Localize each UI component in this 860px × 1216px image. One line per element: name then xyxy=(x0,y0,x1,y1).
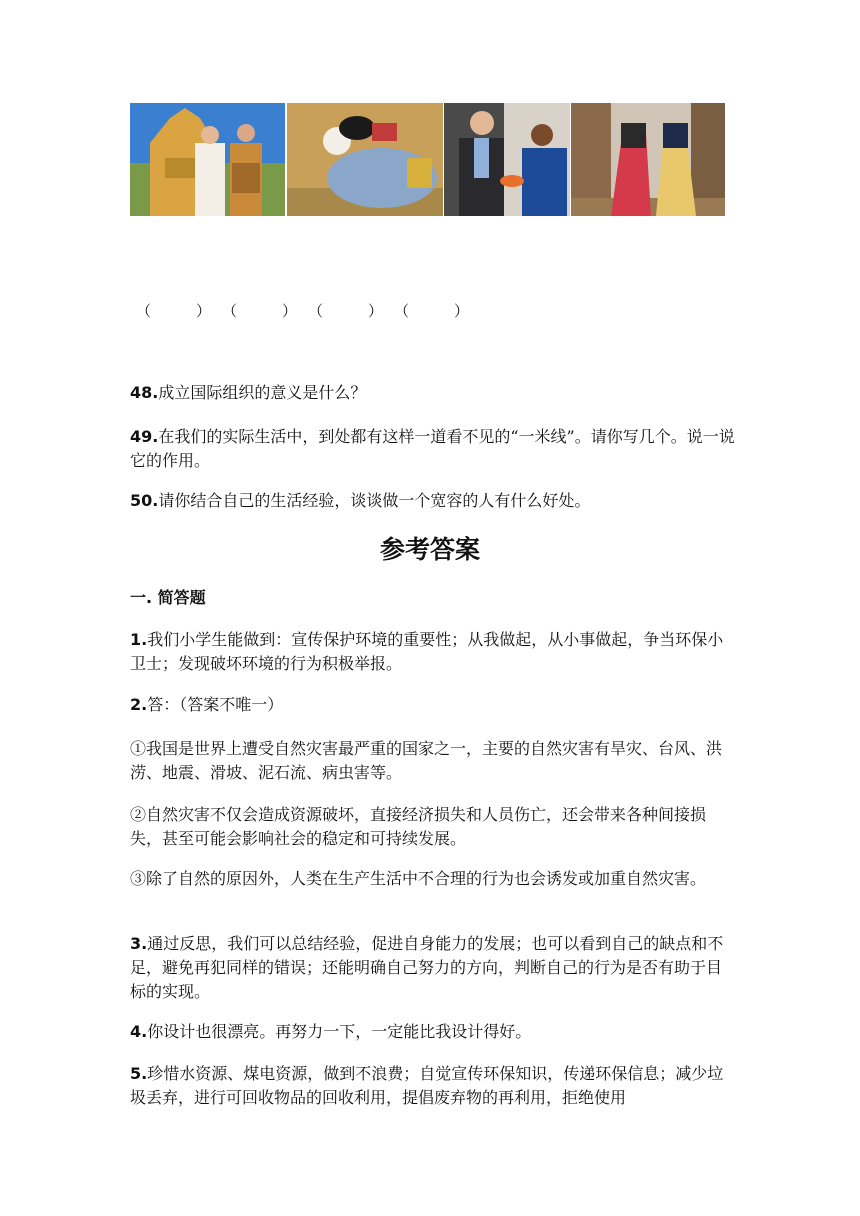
answer-text: ①我国是世界上遭受自然灾害最严重的国家之一，主要的自然灾害有旱灾、台风、洪涝、地震、滑坡、泥石流、病虫害等。 xyxy=(130,739,723,782)
answer-5 xyxy=(130,1062,730,1110)
answer-blank[interactable]: （ ） xyxy=(136,302,212,320)
answer-4 xyxy=(130,1020,730,1044)
korean-bow-photo xyxy=(571,103,725,216)
answer-blank[interactable]: （ ） xyxy=(222,302,298,320)
indian-tilak-photo xyxy=(444,103,570,216)
answer-text: 通过反思，我们可以总结经验，促进自身能力的发展；也可以看到自己的缺点和不足，避免再犯同样的错误；还能明确自己努力的方向，判断自己的行为是否有助于目标的实现。 xyxy=(130,934,724,1001)
answer-blank[interactable]: （ ） xyxy=(394,302,470,320)
japanese-bow-photo xyxy=(287,103,443,216)
question-number: 49. xyxy=(130,427,159,446)
answer-number: 3. xyxy=(130,934,148,953)
answer-number: 2. xyxy=(130,695,148,714)
answer-1 xyxy=(130,628,730,676)
thai-greeting-photo xyxy=(130,103,285,216)
answer-number: 4. xyxy=(130,1022,148,1041)
answer-text: 珍惜水资源、煤电资源，做到不浪费；自觉宣传环保知识，传递环保信息；减少垃圾丢弃，进行可回收物品的回收利用，提倡废弃物的再利用，拒绝使用 xyxy=(130,1064,724,1107)
question-text: 在我们的实际生活中，到处都有这样一道看不见的“一米线”。请你写几个。说一说它的作用。 xyxy=(130,427,735,470)
answer-number: 1. xyxy=(130,630,148,649)
answer-number: 5. xyxy=(130,1064,148,1083)
greeting-photo-strip xyxy=(130,103,725,216)
answer-2 xyxy=(130,693,730,717)
answer-blank[interactable]: （ ） xyxy=(308,302,384,320)
question-49 xyxy=(130,425,750,473)
answer-2-point-2 xyxy=(130,803,730,851)
answer-text: ③除了自然的原因外，人类在生产生活中不合理的行为也会诱发或加重自然灾害。 xyxy=(130,869,707,888)
answer-2-point-1 xyxy=(130,737,730,785)
answer-text: ②自然灾害不仅会造成资源破坏，直接经济损失和人员伤亡，还会带来各种间接损失，甚至可能会影响社会的稳定和可持续发展。 xyxy=(130,805,707,848)
answer-text: 我们小学生能做到：宣传保护环境的重要性；从我做起，从小事做起，争当环保小卫士；发现破坏环境的行为积极举报。 xyxy=(130,630,724,673)
answer-text: 你设计也很漂亮。再努力一下，一定能比我设计得好。 xyxy=(147,1022,532,1041)
section-title: 一. 简答题 xyxy=(130,588,206,607)
answer-title: 参考答案 xyxy=(379,535,480,564)
answer-text: 答：（答案不唯一） xyxy=(147,695,284,714)
answer-3 xyxy=(130,932,730,1004)
question-number: 50. xyxy=(130,491,159,510)
answer-2-point-3 xyxy=(130,867,730,891)
question-text: 成立国际组织的意义是什么？ xyxy=(158,383,367,402)
question-48 xyxy=(130,381,750,405)
question-text: 请你结合自己的生活经验，谈谈做一个宽容的人有什么好处。 xyxy=(158,491,591,510)
question-number: 48. xyxy=(130,383,159,402)
question-50 xyxy=(130,489,750,513)
